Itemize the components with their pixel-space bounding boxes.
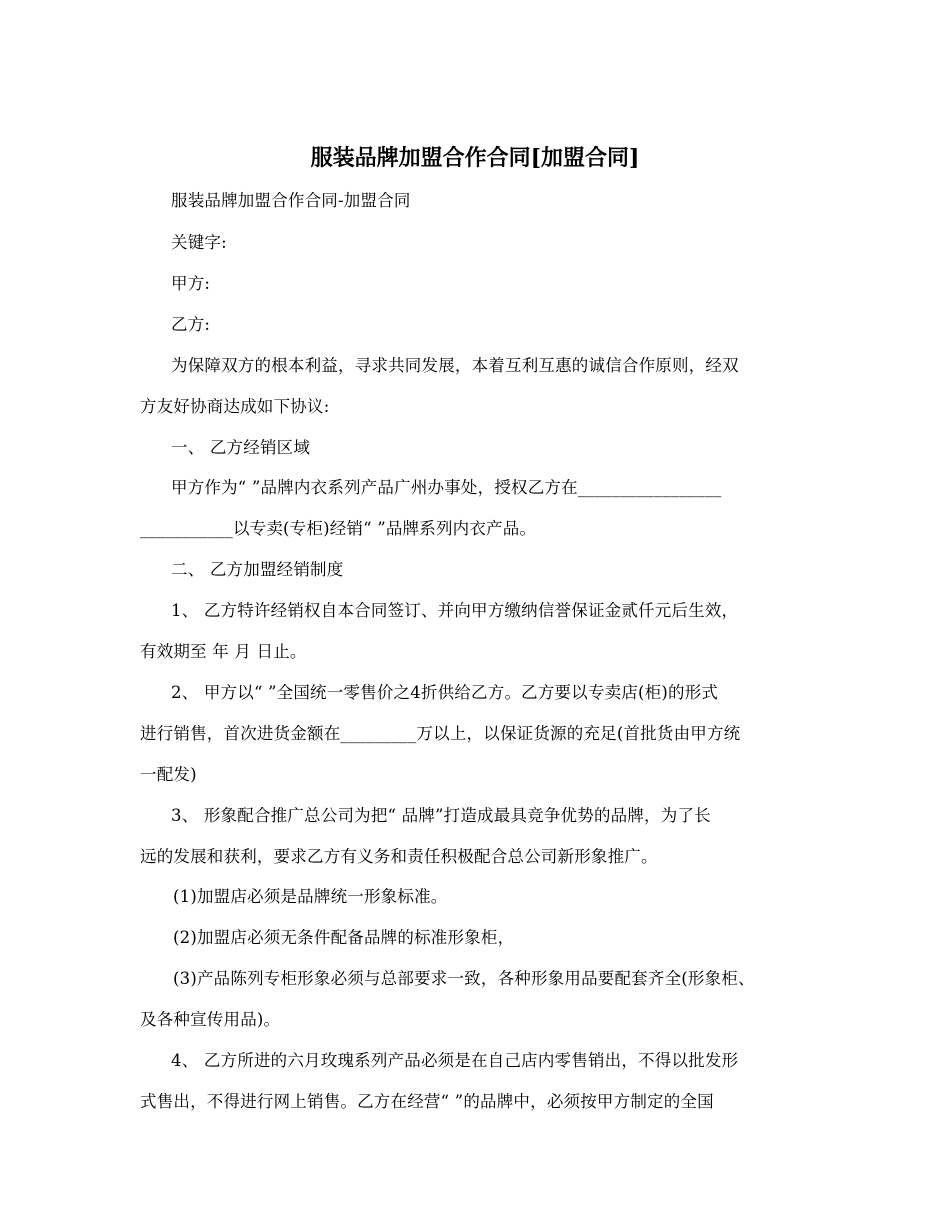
keywords-label: 关键字: xyxy=(171,233,227,252)
list-item: (3)产品陈列专柜形象必须与总部要求一致，各种形象用品要配套齐全(形象柜、 xyxy=(173,969,755,988)
paragraph-line: ___________以专卖(专柜)经销“ ”品牌系列内衣产品。 xyxy=(140,519,537,538)
list-item: (2)加盟店必须无条件配备品牌的标准形象柜， xyxy=(173,928,515,947)
list-item: (1)加盟店必须是品牌统一形象标准。 xyxy=(173,887,448,906)
paragraph-line: 甲方作为“ ”品牌内衣系列产品广州办事处，授权乙方在_________________ xyxy=(171,478,722,497)
paragraph-line: 远的发展和获利，要求乙方有义务和责任积极配合总公司新形象推广。 xyxy=(140,847,658,866)
party-a-label: 甲方: xyxy=(171,274,211,293)
paragraph-line: 有效期至 年 月 日止。 xyxy=(140,642,307,661)
document-title: 服装品牌加盟合作合同[加盟合同] xyxy=(310,145,640,171)
paragraph-line: 1、 乙方特许经销权自本合同签订、并向甲方缴纳信誉保证金贰仟元后生效， xyxy=(171,601,739,620)
preamble-line: 为保障双方的根本利益，寻求共同发展，本着互利互惠的诚信合作原则，经双 xyxy=(171,356,739,375)
section-heading: 二、 乙方加盟经销制度 xyxy=(171,560,344,579)
paragraph-line: 4、 乙方所进的六月玫瑰系列产品必须是在自己店内零售销出，不得以批发形 xyxy=(171,1051,739,1070)
paragraph-line: 一配发) xyxy=(140,765,197,784)
paragraph-line: 2、 甲方以“ ”全国统一零售价之4折供给乙方。乙方要以专卖店(柜)的形式 xyxy=(171,683,719,702)
subtitle-line: 服装品牌加盟合作合同-加盟合同 xyxy=(171,191,411,210)
party-b-label: 乙方: xyxy=(171,315,211,334)
paragraph-line: 进行销售，首次进货金额在_________万以上，以保证货源的充足(首批货由甲方统 xyxy=(140,724,741,743)
section-heading: 一、 乙方经销区域 xyxy=(171,438,311,457)
paragraph-line: 3、 形象配合推广总公司为把“ 品牌”打造成最具竞争优势的品牌，为了长 xyxy=(171,806,711,825)
preamble-line: 方友好协商达成如下协议: xyxy=(140,397,330,416)
list-item: 及各种宣传用品)。 xyxy=(140,1010,281,1029)
paragraph-line: 式售出，不得进行网上销售。乙方在经营“ ”的品牌中，必须按甲方制定的全国 xyxy=(140,1092,714,1111)
